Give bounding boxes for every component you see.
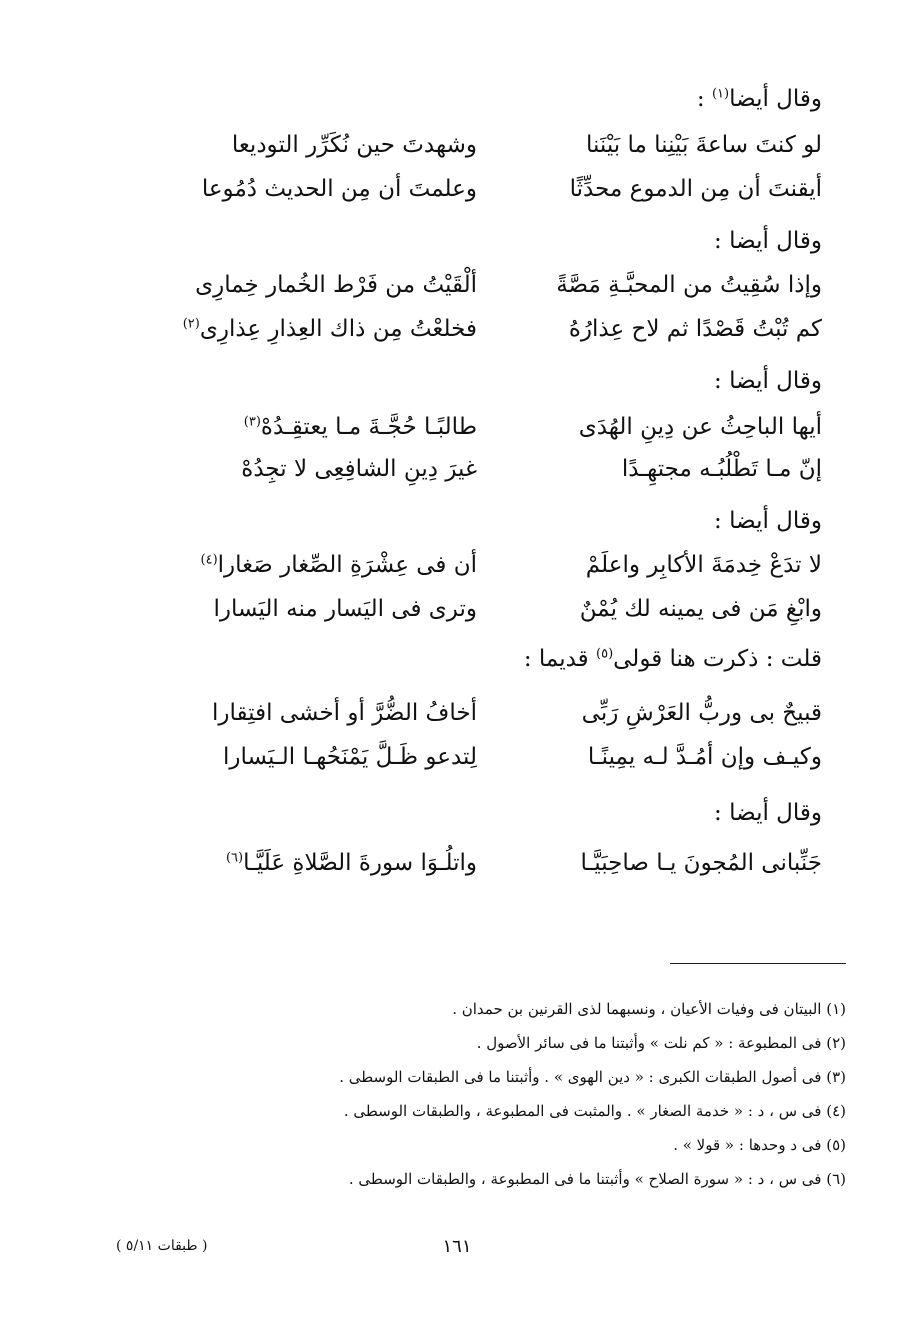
verse-intro <box>714 798 822 828</box>
footnote-ref: (٥) <box>596 646 614 662</box>
intro-text: وقال أيضا <box>729 86 822 112</box>
hemistich-text: واتلُـوَا سورةَ الصَّلاةِ عَلَيَّـا <box>243 850 477 876</box>
verse-line <box>162 172 822 212</box>
first-hemistich: وابْغِ مَن فى يمينه لك يُمْنٌ <box>579 596 822 622</box>
hemistich-text: وترى فى اليَسار منه اليَسارا <box>213 596 477 622</box>
first-hemistich: كم تُبْتُ قَصْدًا ثم لاح عِذارُهُ <box>568 316 822 342</box>
first-hemistich: لا تدَعْ خِدمَةَ الأكابِر واعلَمْ <box>585 552 822 578</box>
hemistich-text: غيرَ دِينِ الشافِعِى لا تجِدُهْ <box>241 456 477 482</box>
intro-text: قلت : ذكرت هنا قولى <box>613 646 822 672</box>
footnote: (٣) فى أصول الطبقات الكبرى : « دين الهوى » . وأثبتنا ما فى الطبقات الوسطى . <box>339 1068 846 1086</box>
intro-text: وقال أيضا <box>729 800 822 826</box>
footnote-ref: (٤) <box>200 552 218 568</box>
verse-line <box>162 548 822 588</box>
hemistich-text: وعلمتَ أن مِن الحديث دُمُوعا <box>201 176 477 202</box>
second-hemistich <box>177 452 477 486</box>
intro-tail: : <box>696 86 712 112</box>
first-hemistich: وإذا سُقِيتُ من المحبَّـةِ مَصَّةً <box>556 272 822 298</box>
intro-tail: : <box>714 368 730 394</box>
footnote-ref: (٦) <box>225 850 244 866</box>
second-hemistich <box>177 312 477 346</box>
verse-line <box>162 696 822 736</box>
verse-line <box>162 592 822 632</box>
second-hemistich <box>177 592 477 626</box>
first-hemistich: قبيحٌ بى وربُّ العَرْشِ رَبِّى <box>581 700 822 726</box>
first-hemistich: لو كنتَ ساعةَ بَيْنِنا ما بَيْنَنا <box>585 132 822 158</box>
footnote-ref: (٣) <box>243 414 261 430</box>
second-hemistich <box>177 846 477 880</box>
footnote: (١) البيتان فى وفيات الأعيان ، ونسبهما لذى القرنين بن حمدان . <box>452 1000 846 1018</box>
footnotes <box>66 992 846 1196</box>
hemistich-text: لِتدعو ظَـلَّ يَمْنَحُهـا الـيَسارا <box>223 744 477 770</box>
first-hemistich: أيها الباحِثُ عن دِينِ الهُدَى <box>578 414 822 440</box>
footnote-ref: (١) <box>711 86 730 102</box>
intro-text: وقال أيضا <box>729 368 822 394</box>
first-hemistich: جَنِّبانى المُجونَ يـا صاحِبَيَّـا <box>580 850 822 876</box>
intro-tail: : <box>714 228 730 254</box>
verse-line <box>162 312 822 352</box>
hemistich-text: أخافُ الضُّرَّ أو أخشى افتِقارا <box>212 700 477 726</box>
hemistich-text: وشهدتَ حين نُكَرِّر التوديعا <box>231 132 477 158</box>
hemistich-text: فخلعْتُ مِن ذاك العِذارِ عِذارِى <box>199 316 477 342</box>
second-hemistich <box>177 696 477 730</box>
verse-line <box>162 410 822 450</box>
second-hemistich <box>177 128 477 162</box>
footnote: (٤) فى س ، د : « خدمة الصغار » . والمثبت فى المطبوعة ، والطبقات الوسطى . <box>343 1102 846 1120</box>
verse-intro <box>524 644 822 674</box>
hemistich-text: ألْقَيْتُ من فَرْط الخُمار خِمارِى <box>195 272 477 298</box>
hemistich-text: أن فى عِشْرَةِ الصِّغار صَغارا <box>217 552 477 578</box>
footnote: (٢) فى المطبوعة : « كم نلت » وأثبتنا ما فى سائر الأصول . <box>476 1034 846 1052</box>
verse-intro <box>714 366 822 396</box>
page-number: ١٦١ <box>442 1236 472 1257</box>
first-hemistich: أيقنتَ أن مِن الدموع محدِّثًا <box>569 176 822 202</box>
footnote-ref: (٢) <box>182 316 200 332</box>
second-hemistich <box>177 172 477 206</box>
verse-line <box>162 740 822 780</box>
first-hemistich: وكيـف وإن أمُـدَّ لـه يمِينًـا <box>587 744 822 770</box>
intro-tail: : <box>714 800 730 826</box>
hemistich-text: طالبًـا حُجَّـةَ مـا يعتقِـدُهْ <box>260 414 477 440</box>
verse-intro <box>714 506 822 536</box>
verse-line <box>162 452 822 492</box>
footnote: (٦) فى س ، د : « سورة الصلاح » وأثبتنا ما فى المطبوعة ، والطبقات الوسطى . <box>348 1170 846 1188</box>
intro-tail: : <box>714 508 730 534</box>
verse-line <box>162 846 822 886</box>
second-hemistich <box>177 548 477 582</box>
first-hemistich: إنّ مـا تَطْلُبُـه مجتهِـدًا <box>621 456 822 482</box>
verse-line <box>162 128 822 168</box>
second-hemistich <box>177 410 477 444</box>
second-hemistich <box>177 740 477 774</box>
intro-text: وقال أيضا <box>729 228 822 254</box>
intro-text: وقال أيضا <box>729 508 822 534</box>
footnote: (٥) فى د وحدها : « قولا » . <box>673 1136 846 1154</box>
verse-line <box>162 268 822 308</box>
intro-tail: قديما : <box>523 646 596 672</box>
verse-intro <box>697 84 822 114</box>
second-hemistich <box>177 268 477 302</box>
footnote-separator <box>670 963 846 964</box>
verse-intro <box>714 226 822 256</box>
signature-mark: ( طبقات ٥/١١ ) <box>116 1238 208 1254</box>
